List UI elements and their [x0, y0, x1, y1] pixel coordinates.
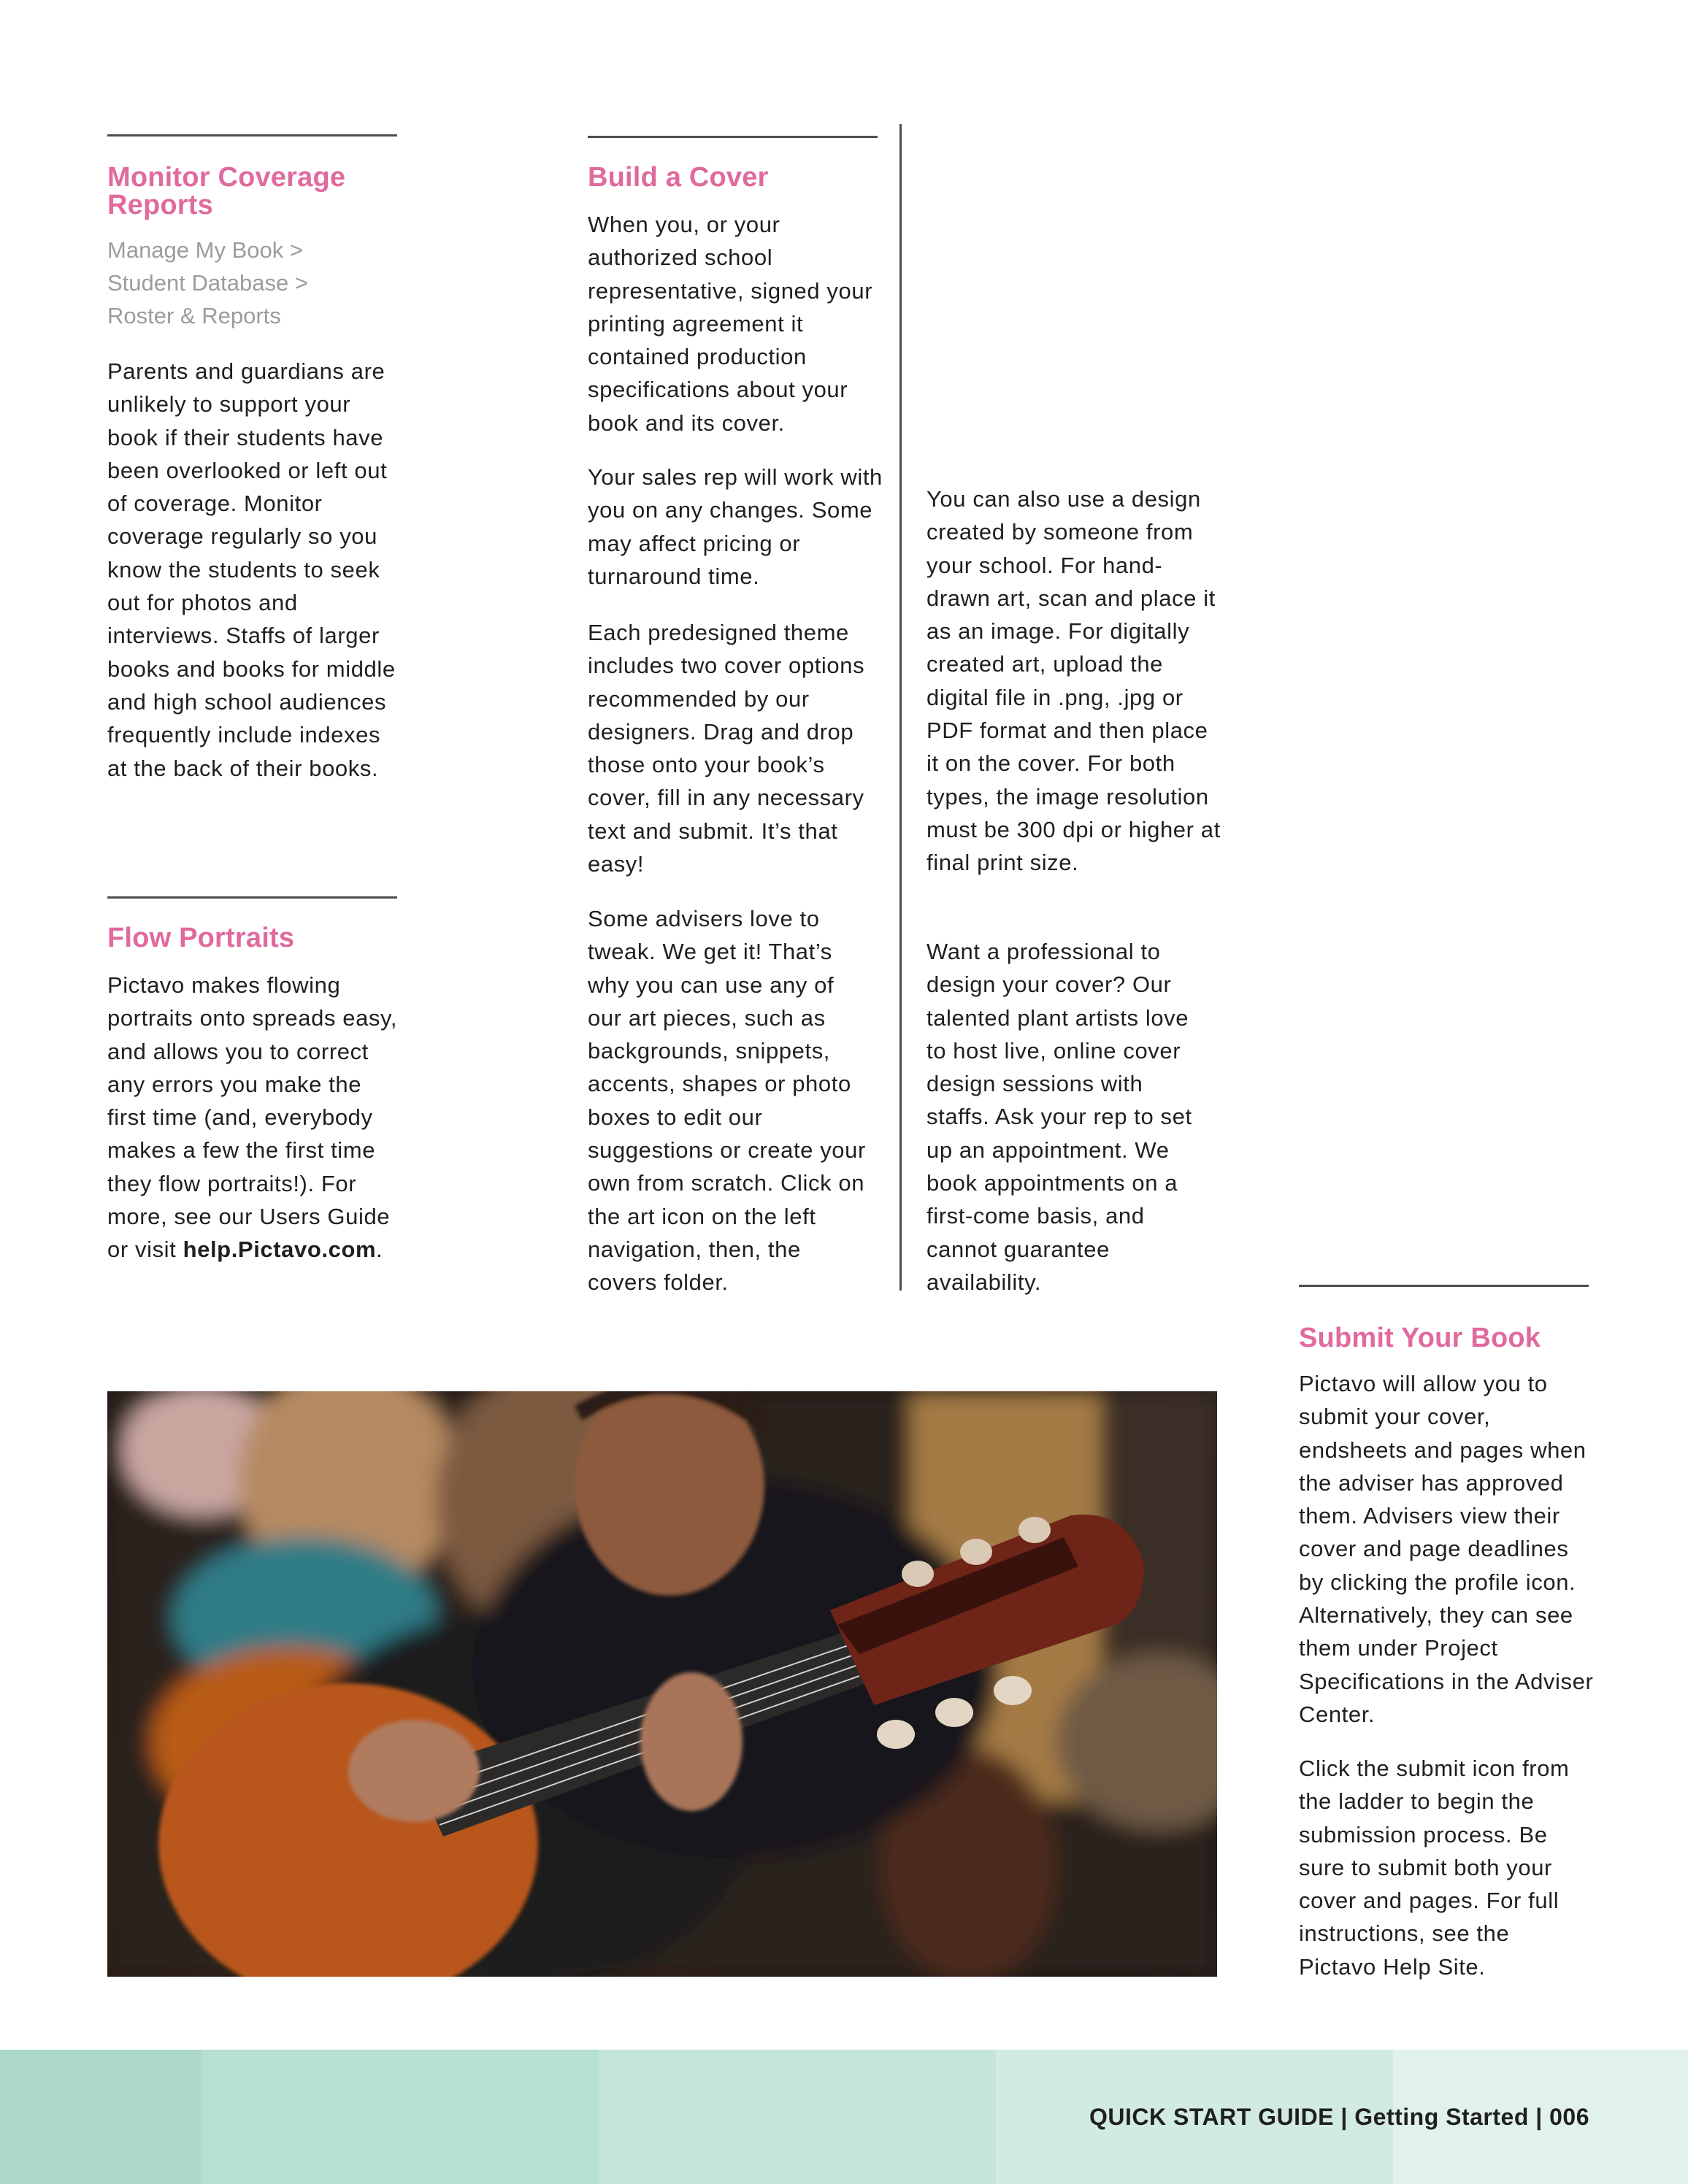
monitor-coverage-body: Parents and guardians are unlikely to support your book if their students have been overlooked or left out of coverage. Monitor coverage regularly so you know the students to seek out for photos and interviews. Staffs of larger books and books for middle and high school audiences frequently include indexes at the back of their books.: [107, 358, 396, 781]
flow-portraits-body: [107, 969, 403, 1266]
footer-color-block: [202, 2050, 599, 2184]
column-divider: [899, 124, 902, 1291]
guitar-photo-illustration: [107, 1391, 1217, 1977]
section-heading-monitor-coverage: Monitor Coverage Reports: [107, 162, 346, 220]
section-divider: [588, 136, 878, 138]
section-divider: [107, 134, 397, 136]
section-heading-build-cover: Build a Cover: [588, 162, 769, 193]
footer-band: [0, 2050, 1688, 2184]
submit-book-paragraph: Pictavo will allow you to submit your cover, endsheets and pages when the adviser has approved them. Advisers view their cover and page deadlines by clicking the profile icon. Alternatively, they can see them under Project Specifications in the Adviser Center.: [1299, 1371, 1594, 1727]
flow-portraits-text: Pictavo makes flowing portraits onto spreads easy, and allows you to correct any errors you make the first time (and, everybody makes a few the first time they flow portraits!). For more, see our Users Guide or visit: [107, 972, 398, 1263]
cover-design-paragraph: You can also use a design created by someone from your school. For hand-drawn art, scan and place it as an image. For digitally created art, upload the digital file in .png, .jpg or PDF format and then place it on the cover. For both types, the image resolution must be 300 dpi or higher at final print size.: [927, 486, 1221, 876]
section-heading-flow-portraits: Flow Portraits: [107, 923, 295, 953]
cover-design-paragraph: Want a professional to design your cover? Our talented plant artists love to host live, online cover design sessions with staffs. Ask your rep to set up an appointment. We book appointments on a first-come basis, and cannot guarantee availability.: [927, 939, 1192, 1295]
section-divider: [107, 896, 397, 899]
submit-book-paragraph: Click the submit icon from the ladder to begin the submission process. Be sure to submit both your cover and pages. For full instructions, see the Pictavo Help Site.: [1299, 1756, 1570, 1980]
help-site-link[interactable]: help.Pictavo.com: [183, 1237, 377, 1263]
guitar-photo: [107, 1391, 1217, 1977]
footer-page-label: QUICK START GUIDE | Getting Started | 006: [1089, 2104, 1589, 2130]
build-cover-paragraph: Each predesigned theme includes two cover options recommended by our designers. Drag and drop those onto your book’s cover, fill in any necessary text and submit. It’s that easy!: [588, 620, 865, 877]
section-heading-submit-book: Submit Your Book: [1299, 1323, 1541, 1353]
footer-color-block: [0, 2050, 202, 2184]
build-cover-paragraph: Some advisers love to tweak. We get it! That’s why you can use any of our art pieces, such as backgrounds, snippets, accents, shapes or photo boxes to edit our suggestions or create your own from scratch. Click on the art icon on the left navigation, then, the covers folder.: [588, 906, 866, 1296]
build-cover-paragraph: Your sales rep will work with you on any changes. Some may affect pricing or turnaround time.: [588, 464, 883, 589]
section-divider: [1299, 1285, 1589, 1287]
breadcrumb-item: Manage My Book >: [107, 237, 303, 263]
flow-portraits-text-end: .: [376, 1237, 383, 1263]
build-cover-paragraph: When you, or your authorized school representative, signed your printing agreement it contained production specifications about your book and its cover.: [588, 212, 873, 436]
breadcrumb-item: Student Database >: [107, 270, 308, 296]
footer-color-block: [599, 2050, 996, 2184]
breadcrumb-item: Roster & Reports: [107, 303, 281, 328]
